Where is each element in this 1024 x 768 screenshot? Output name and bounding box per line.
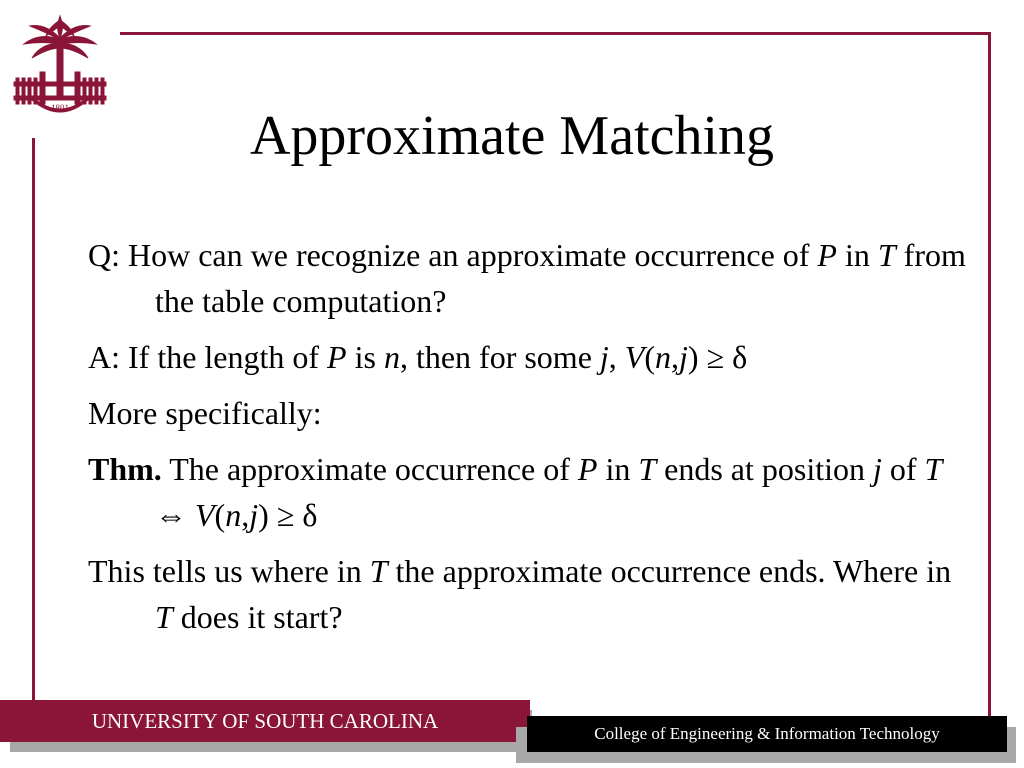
frame-left-border — [32, 138, 35, 700]
logo-year: 1801 — [51, 103, 69, 113]
answer-paragraph: A: If the length of P is n, then for some j, V(n,j) ≥ δ — [88, 339, 748, 375]
university-banner: UNIVERSITY OF SOUTH CAROLINA — [0, 700, 530, 742]
slide-title: Approximate Matching — [249, 105, 775, 167]
theorem-label: Thm. — [88, 451, 162, 487]
frame-top-border — [120, 32, 991, 35]
more-specifically-paragraph: More specifically: — [88, 395, 322, 431]
college-banner: College of Engineering & Information Technology — [527, 716, 1007, 752]
conclusion-paragraph: This tells us where in T the approximate occurrence ends. Where in T does it start? — [88, 553, 952, 635]
question-paragraph: Q: How can we recognize an approximate occurrence of P in T from the table computation? — [88, 237, 966, 319]
theorem-paragraph: Thm. The approximate occurrence of P in T ends at position j of T ⇔ V(n,j) ≥ δ — [88, 451, 943, 533]
slide-body — [88, 232, 968, 650]
